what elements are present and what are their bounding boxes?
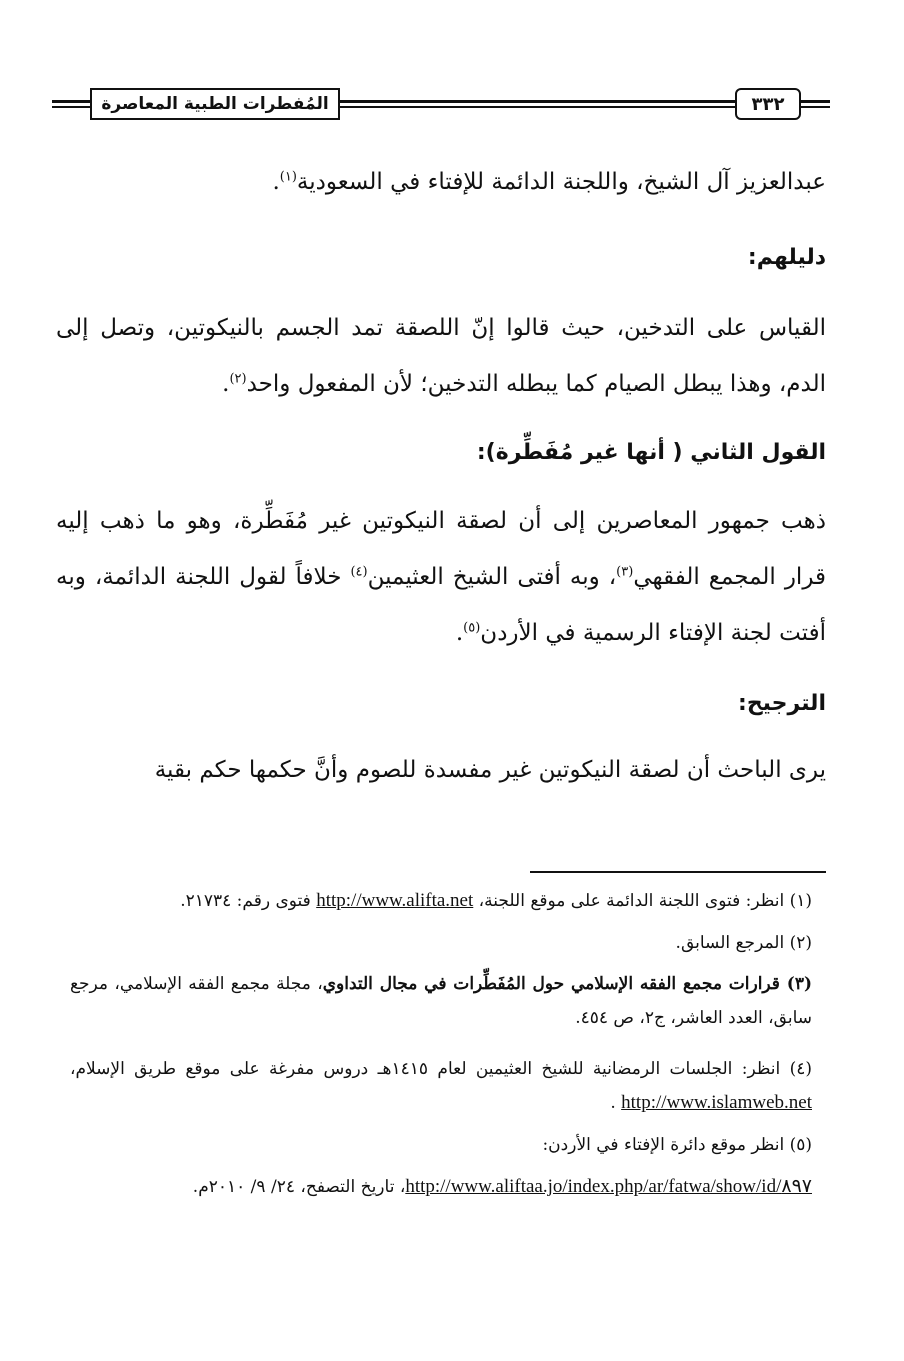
footnote-separator [530, 871, 826, 873]
paragraph-1-text: عبدالعزيز آل الشيخ، واللجنة الدائمة للإفتاء في السعودية [296, 169, 826, 195]
heading-tarjih: الترجيح: [738, 691, 826, 716]
paragraph-2 [56, 300, 826, 412]
paragraph-1 [56, 154, 826, 210]
footnote-ref-4: (٤) [350, 564, 368, 580]
paragraph-2-end: . [222, 371, 230, 397]
footnote-5 [70, 1170, 812, 1204]
footnote-ref-5: (٥) [463, 620, 481, 636]
book-title: المُفطرات الطبية المعاصرة [90, 88, 340, 120]
footnote-5-heading: (٥) انظر موقع دائرة الإفتاء في الأردن: [542, 1135, 812, 1155]
paragraph-3-end: . [455, 620, 464, 646]
footnote-ref-2: (٢) [229, 371, 247, 387]
footnote-4 [70, 1052, 812, 1120]
heading-evidence: دليلهم: [747, 245, 826, 270]
footnote-3 [70, 967, 812, 1035]
footnote-4-link[interactable]: http://www.islamweb.net [621, 1092, 812, 1113]
footnote-ref-1: (١) [279, 169, 297, 185]
paragraph-3-text-a: ذهب جمهور المعاصرين إلى أن لصقة النيكوتين غير مُفَطِّرة، وهو ما ذهب إليه قرار المجمع الفقهي [56, 508, 827, 590]
footnote-4-end: . [610, 1093, 622, 1113]
footnote-1-number: فتوى رقم: ٢١٧٣٤. [180, 891, 317, 911]
footnote-4-text: (٤) انظر: الجلسات الرمضانية للشيخ العثيمين لعام ١٤١٥هـ دروس مفرغة على موقع طريق الإسلام، [70, 1059, 813, 1079]
page-header [52, 84, 830, 128]
paragraph-1-end: . [272, 169, 280, 195]
paragraph-3-text-b: ، وبه أفتى الشيخ العثيمين [367, 564, 617, 590]
footnote-1-link[interactable]: http://www.alifta.net [316, 890, 474, 911]
footnote-5-link[interactable]: http://www.aliftaa.jo/index.php/ar/fatwa/show/id/٨٩٧ [405, 1176, 812, 1197]
footnote-3-title: (٣) قرارات مجمع الفقه الإسلامي حول المُفَطِّرات في مجال التداوي [322, 974, 812, 994]
footnote-1-text: (١) انظر: فتوى اللجنة الدائمة على موقع اللجنة، [473, 891, 812, 911]
page-number: ٣٣٢ [735, 88, 801, 120]
paragraph-4: يرى الباحث أن لصقة النيكوتين غير مفسدة للصوم وأنَّ حكمها حكم بقية [154, 757, 826, 783]
footnote-3-source: ، مجلة مجمع الفقه الإسلامي، مرجع سابق، العدد العاشر، ج٢، ص ٤٥٤. [70, 974, 812, 1028]
paragraph-2-text: القياس على التدخين، حيث قالوا إنّ اللصقة تمد الجسم بالنيكوتين، وتصل إلى الدم، وهذا يبطل الصيام كما يبطله التدخين؛ لأن المفعول واحد [56, 315, 826, 397]
paragraph-3 [56, 493, 826, 661]
heading-second-opinion: القول الثاني ( أنها غير مُفَطِّرة): [476, 440, 826, 465]
paragraph-3-text-c: خلافاً لقول اللجنة الدائمة، وبه أفتت لجنة الإفتاء الرسمية في الأردن [56, 564, 826, 646]
footnote-5-date: ، تاريخ التصفح، ٢٤/ ٩/ ٢٠١٠م. [192, 1177, 406, 1197]
footnote-1 [70, 884, 812, 918]
footnote-2: (٢) المرجع السابق. [675, 933, 812, 953]
footnote-ref-3: (٣) [616, 564, 634, 580]
